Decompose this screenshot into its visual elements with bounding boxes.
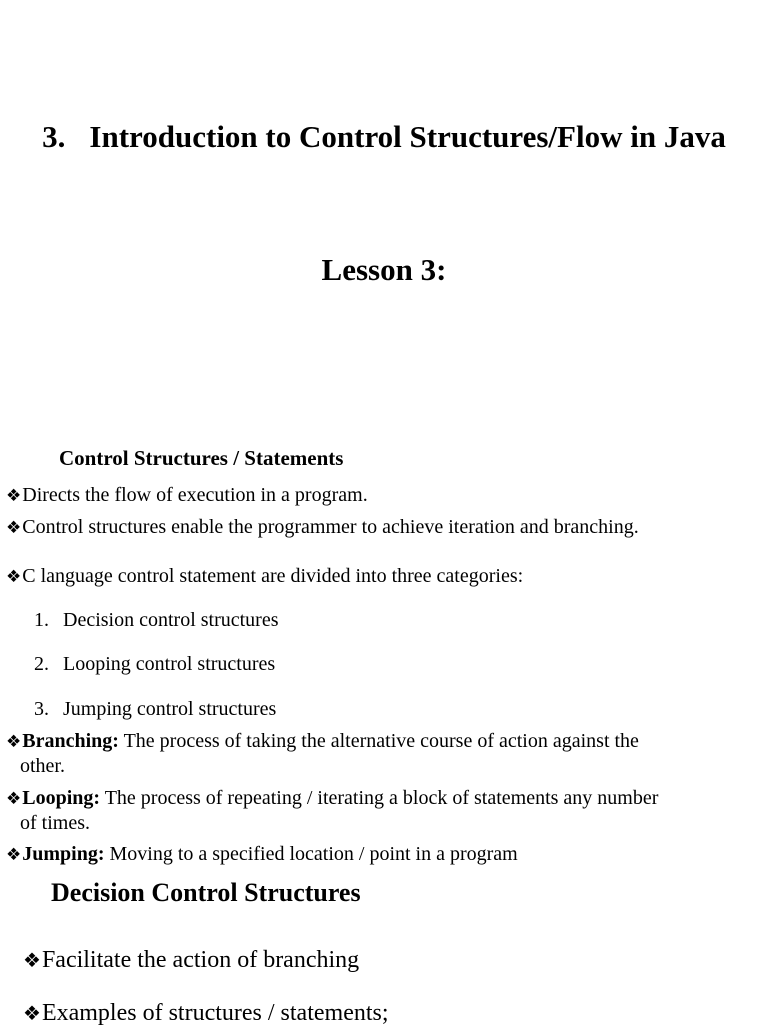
definition-looping: ❖Looping: The process of repeating / iterating a block of statements any number of times.: [6, 787, 659, 834]
section-heading-control-structures: Control Structures / Statements: [59, 446, 344, 470]
bullet-item: ❖Control structures enable the programmer to achieve iteration and branching.: [6, 516, 639, 538]
definition-branching: ❖Branching: The process of taking the alternative course of action against the other.: [6, 730, 639, 777]
bullet-item: ❖Facilitate the action of branching: [23, 947, 360, 973]
numbered-item: 3. Jumping control structures: [34, 698, 277, 720]
diamond-bullet-icon: ❖: [6, 567, 22, 587]
numbered-item: 2. Looping control structures: [34, 653, 276, 675]
chapter-title-text: Introduction to Control Structures/Flow in Java: [89, 119, 726, 154]
lesson-title: Lesson 3:: [321, 252, 447, 287]
diamond-bullet-icon: ❖: [6, 486, 22, 506]
diamond-bullet-icon: ❖: [23, 948, 41, 972]
diamond-bullet-icon: ❖: [6, 732, 22, 752]
definition-jumping: ❖Jumping: Moving to a specified location / point in a program: [6, 843, 518, 865]
numbered-item: 1. Decision control structures: [34, 609, 279, 631]
diamond-bullet-icon: ❖: [6, 845, 22, 865]
chapter-title: [20, 118, 748, 156]
diamond-bullet-icon: ❖: [6, 789, 22, 809]
bullet-item: ❖Directs the flow of execution in a program.: [6, 484, 368, 506]
section-heading-decision-control: Decision Control Structures: [51, 878, 361, 907]
diamond-bullet-icon: ❖: [23, 1001, 41, 1025]
bullet-item: ❖Examples of structures / statements;: [23, 1000, 389, 1026]
bullet-item: ❖C language control statement are divided into three categories:: [6, 565, 524, 587]
chapter-number: 3.: [42, 119, 66, 154]
diamond-bullet-icon: ❖: [6, 518, 22, 538]
